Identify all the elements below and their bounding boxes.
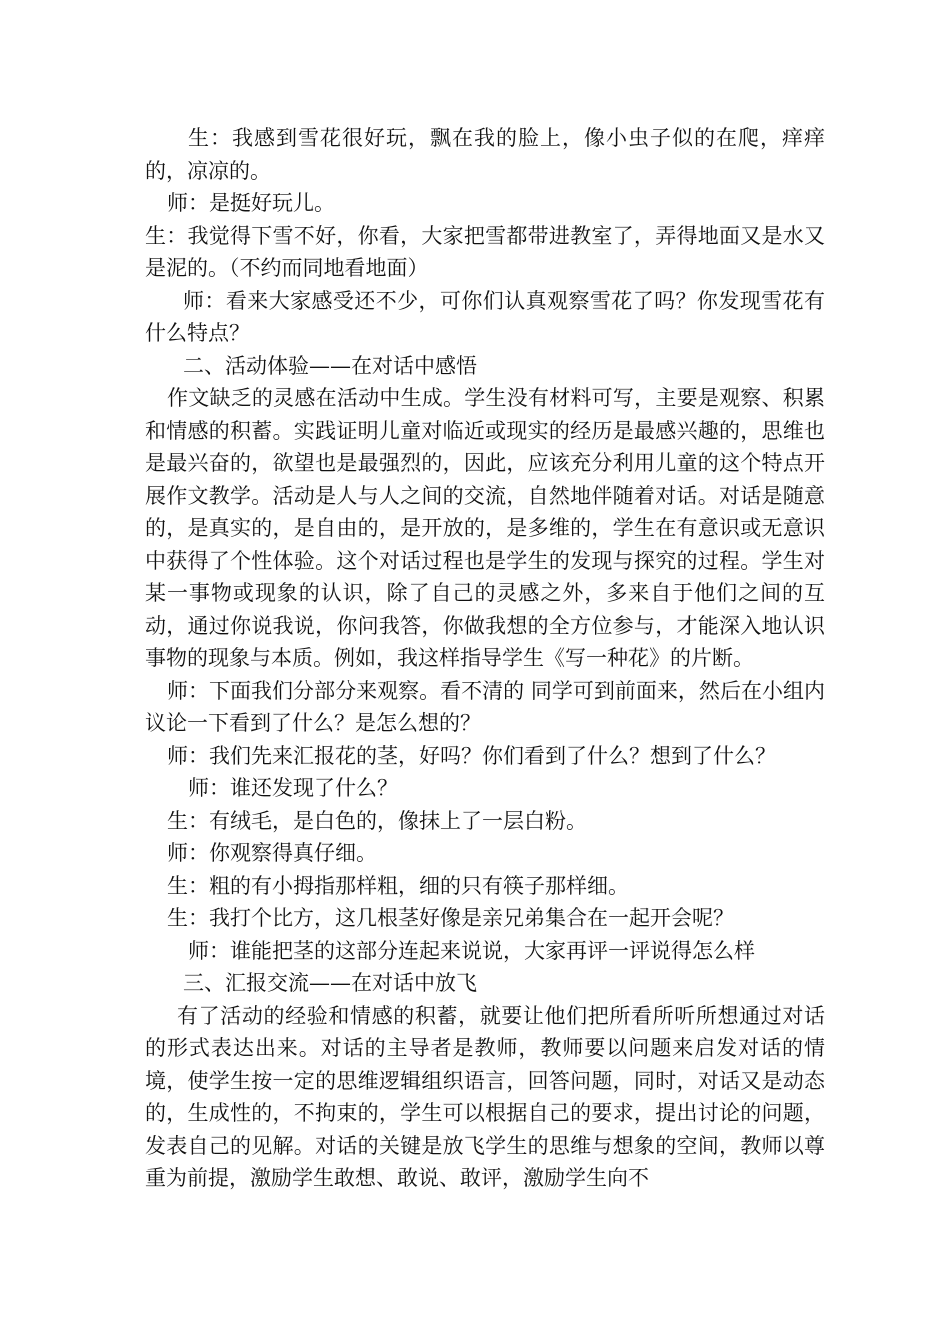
document-page [145,122,825,1195]
section-heading-3: 三、汇报交流——在对话中放飞 [183,971,477,995]
dialogue-student-fuzz: 生：有绒毛，是白色的，像抹上了一层白粉。 [167,808,587,833]
dialogue-student-snow-bad: 生：我觉得下雪不好，你看，大家把雪都带进教室了，弄得地面又是水又是泥的。（不约而同地看地面） [145,223,825,280]
dialogue-teacher-parts: 师：下面我们分部分来观察。看不清的 同学可到前面来，然后在小组内议论一下看到了什么？是怎么想的？ [145,678,825,735]
body-paragraph-activity: 作文缺乏的灵感在活动中生成。学生没有材料可写，主要是观察、积累和情感的积蓄。实践证明儿童对临近或现实的经历是最感兴趣的，思维也是最兴奋的，欲望也是最强烈的，因此，应该充分利用儿童的这个特点开展作文教学。活动是人与人之间的交流，自然地伴随着对话。对话是随意的，是真实的，是自由的，是开放的，是多维的，学生在有意识或无意识中获得了个性体验。这个对话过程也是学生的发现与探究的过程。学生对某一事物或现象的认识，除了自己的灵感之外，多来自于他们之间的互动，通过你说我说，你问我答，你做我想的全方位参与，才能深入地认识事物的现象与本质。例如，我这样指导学生《写一种花》的片断。 [145,386,825,670]
dialogue-teacher-observe: 师：看来大家感受还不少，可你们认真观察雪花了吗？你发现雪花有什么特点？ [145,288,825,345]
body-paragraph-report: 有了活动的经验和情感的积蓄，就要让他们把所看所听所想通过对话的形式表达出来。对话的主导者是教师，教师要以问题来启发对话的情境，使学生按一定的思维逻辑组织语言，回答问题，同时，对话又是动态的，生成性的，不拘束的，学生可以根据自己的要求，提出讨论的问题，发表自己的见解。对话的关键是放飞学生的思维与想象的空间，教师以尊重为前提，激励学生敢想、敢说、敢评，激励学生向不 [145,1003,825,1190]
dialogue-teacher-fun: 师：是挺好玩儿。 [167,191,335,215]
dialogue-student-snow-fun: 生：我感到雪花很好玩，飘在我的脸上，像小虫子似的在爬，痒痒的，凉凉的。 [145,126,825,183]
dialogue-teacher-who-else: 师：谁还发现了什么？ [188,776,398,800]
dialogue-student-metaphor: 生：我打个比方，这几根茎好像是亲兄弟集合在一起开会呢？ [167,906,734,930]
section-heading-2: 二、活动体验——在对话中感悟 [183,353,477,378]
dialogue-teacher-stem: 师：我们先来汇报花的茎，好吗？你们看到了什么？想到了什么？ [167,743,776,768]
dialogue-teacher-careful: 师：你观察得真仔细。 [167,841,377,865]
dialogue-student-thickness: 生：粗的有小拇指那样粗，细的只有筷子那样细。 [167,873,629,898]
dialogue-teacher-summarize: 师：谁能把茎的这部分连起来说说，大家再评一评说得怎么样 [188,938,755,963]
